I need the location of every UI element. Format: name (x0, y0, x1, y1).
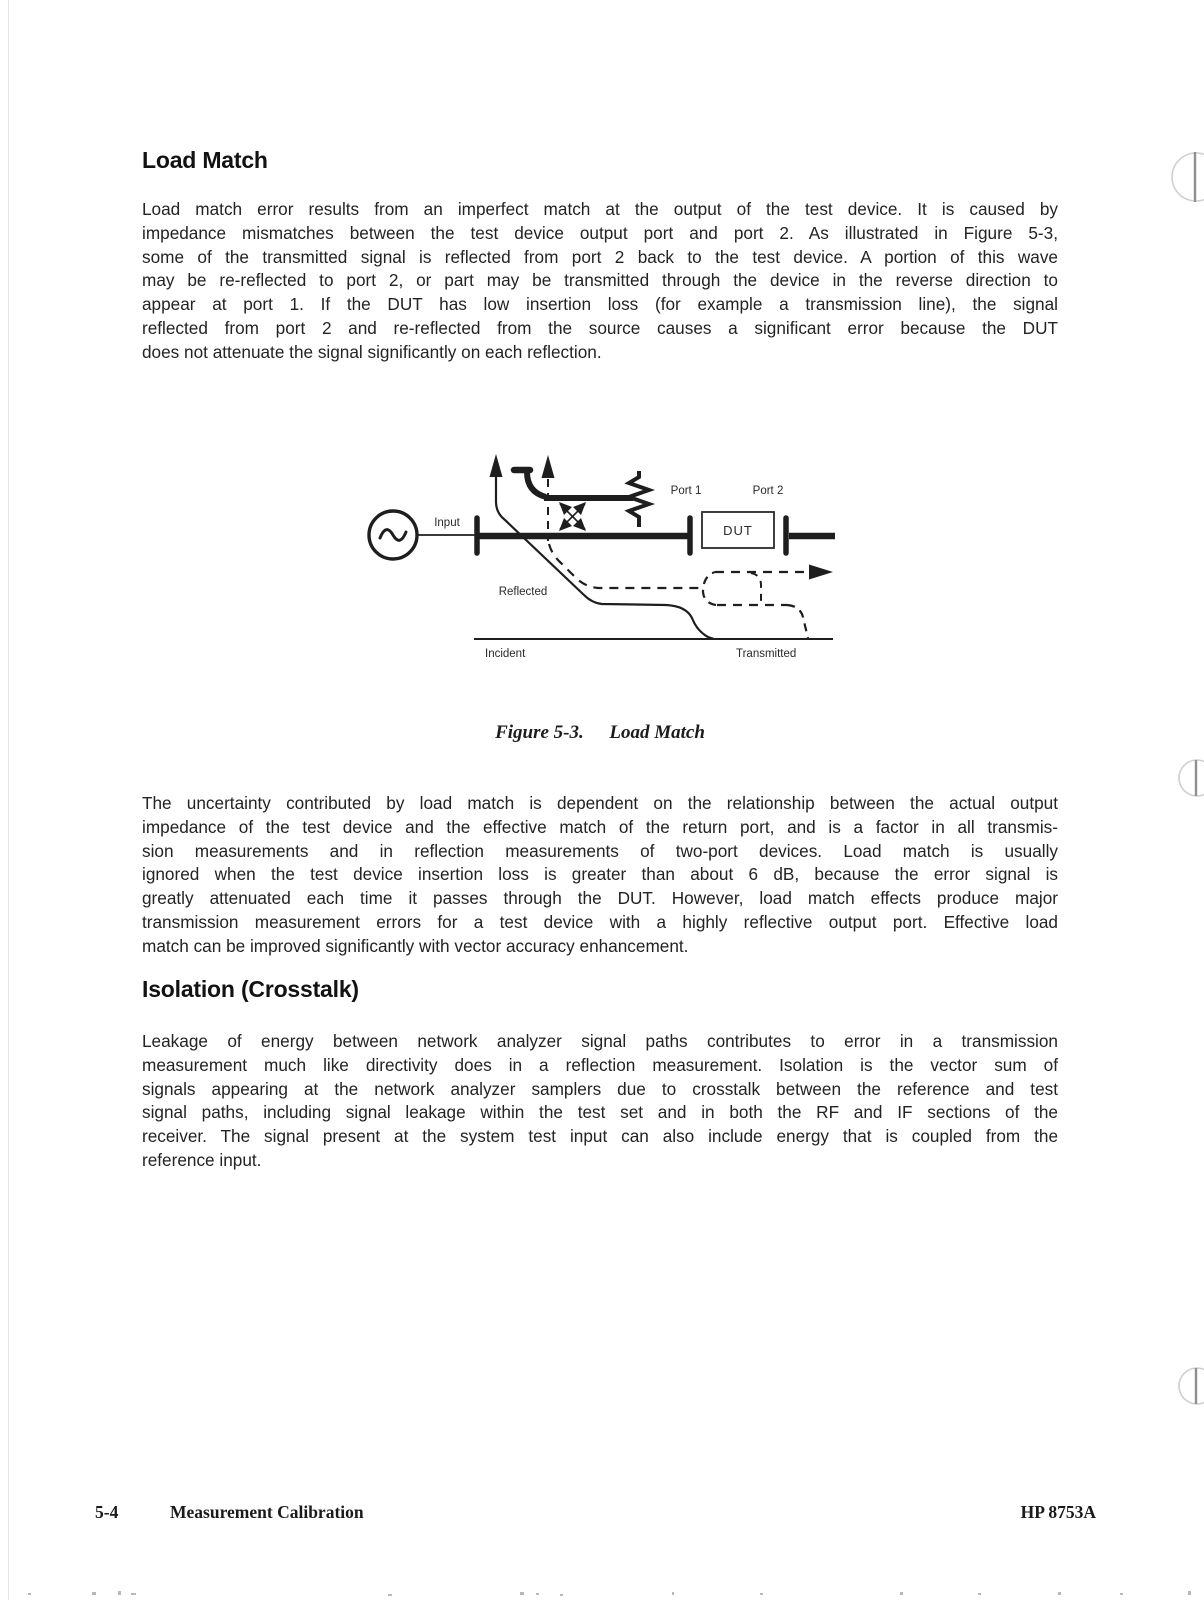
text-line: match can be improved significantly with vector accuracy enhancement. (142, 935, 689, 956)
reflected-dashed-path (549, 544, 703, 588)
text-line: Leakage of energy between network analyzer signal paths contributes to error in a transmission (142, 1031, 1058, 1051)
figure-caption (142, 722, 1058, 744)
figure-caption-title: Load Match (609, 722, 705, 743)
paragraph-load-match-uncertainty (142, 792, 1058, 959)
binder-mark-bottom (1158, 1360, 1204, 1416)
bounce-loop-right (787, 605, 808, 638)
bounce-loop-middle (751, 573, 761, 604)
text-line: reference input. (142, 1149, 262, 1170)
footer-section-title: Measurement Calibration (170, 1502, 364, 1522)
binder-mark-middle (1158, 752, 1204, 808)
text-line: does not attenuate the signal significantly on each reflection. (142, 341, 602, 362)
dut-label: DUT (723, 523, 753, 538)
paragraph-isolation (142, 1030, 1058, 1173)
input-label: Input (434, 517, 460, 529)
figure-caption-number: Figure 5-3. (495, 722, 584, 743)
bounce-loop-left (703, 572, 716, 605)
text-line: impedance mismatches between the test device output port and port 2. As illustrated in Figure 5-3, (142, 222, 1058, 243)
paragraph-load-match (142, 198, 1058, 365)
text-line: signals appearing at the network analyzer samplers due to crosstalk between the reference and test (142, 1078, 1058, 1099)
signal-source-icon (369, 511, 417, 559)
text-line: some of the transmitted signal is reflected from port 2 back to the test device. A portion of this wave (142, 246, 1058, 267)
text-line: sion measurements and in reflection measurements of two-port devices. Load match is usually (142, 840, 1058, 861)
resistor-load-icon (629, 471, 649, 527)
reflected-label: Reflected (498, 586, 548, 598)
footer-model-number: HP 8753A (1020, 1502, 1096, 1522)
text-line: reflected from port 2 and re-reflected from the source causes a significant error because the DUT (142, 317, 1058, 338)
text-line: greatly attenuated each time it passes through the DUT. However, load match effects produce major (142, 888, 1058, 909)
section-heading-load-match: Load Match (142, 147, 268, 173)
right-arrow-icon (809, 565, 833, 580)
crossed-arrows-icon (559, 502, 586, 531)
up-arrow-icon (490, 454, 503, 477)
text-line: impedance of the test device and the effective match of the return port, and is a factor in all transmis- (142, 816, 1058, 837)
port1-label: Port 1 (670, 485, 702, 497)
text-line: Load match error results from an imperfect match at the output of the test device. It is caused by (142, 199, 1058, 219)
footer-page-number: 5-4 (95, 1502, 119, 1522)
text-line: may be re-reflected to port 2, or part may be transmitted through the device in the reverse direction to (142, 270, 1058, 291)
text-line: ignored when the test device insertion loss is greater than about 6 dB, because the error signal is (142, 864, 1058, 885)
text-line: The uncertainty contributed by load match is dependent on the relationship between the actual output (142, 793, 1058, 813)
dashed-up-arrow-icon (542, 455, 555, 478)
text-line: measurement much like directivity does in a reflection measurement. Isolation is the vector sum of (142, 1054, 1058, 1075)
incident-label: Incident (485, 648, 526, 660)
scan-edge-line (8, 0, 9, 1600)
transmitted-label: Transmitted (736, 648, 797, 660)
text-line: appear at port 1. If the DUT has low insertion loss (for example a transmission line), the signal (142, 294, 1058, 315)
binder-mark-top (1150, 140, 1204, 220)
text-line: receiver. The signal present at the system test input can also include energy that is coupled from the (142, 1126, 1058, 1147)
scan-noise-speckles (0, 1580, 1204, 1600)
load-match-schematic (352, 446, 878, 672)
figure-load-match-diagram (352, 446, 878, 672)
text-line: signal paths, including signal leakage within the test set and in both the RF and IF sections of the (142, 1102, 1058, 1123)
port2-label: Port 2 (752, 485, 784, 497)
text-line: transmission measurement errors for a test device with a highly reflective output port. Effective load (142, 911, 1058, 932)
section-heading-isolation: Isolation (Crosstalk) (142, 976, 359, 1002)
